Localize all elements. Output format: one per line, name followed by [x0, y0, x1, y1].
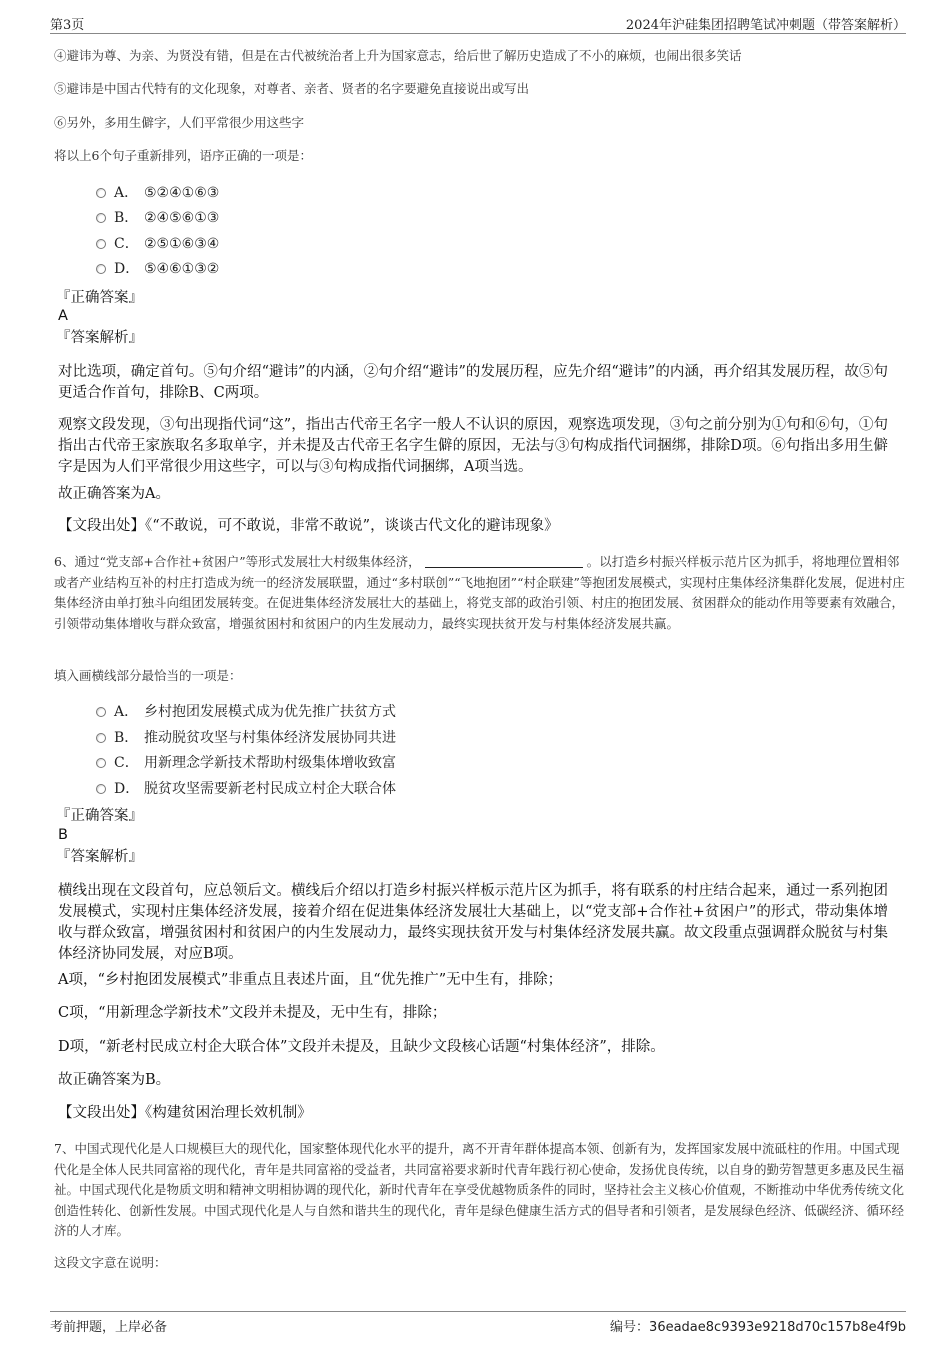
- radio-icon[interactable]: [96, 188, 106, 198]
- q5-analysis-label: 『答案解析』: [56, 330, 143, 346]
- page-footer: [50, 1311, 906, 1335]
- q7-question-text: 7、中国式现代化是人口规模巨大的现代化，国家整体现代化水平的提升，离不开青年群体提高本领、创新有为，发挥国家发展中流砥柱的作用。中国式现代化是全体人民共同富裕的现代化，青年是共同富裕的受益者，共同富裕要求新时代青年践行初心使命，发扬优良传统，以自身的勤劳智慧更多惠及民生福祉。中国式现代化是物质文明和精神文明相协调的现代化，新时代青年在享受优越物质条件的同时，坚持社会主义核心价值观，不断推动中华优秀传统文化创造性转化、创新性发展。中国式现代化是人与自然和谐共生的现代化，青年是绿色健康生活方式的倡导者和引领者，是发展绿色经济、低碳经济、循环经济的人才库。: [54, 1141, 905, 1238]
- q5-answer: A: [58, 308, 68, 324]
- q6-analysis-label: 『答案解析』: [56, 849, 143, 865]
- q5-option-d[interactable]: D． ⑤④⑥①③②: [96, 258, 219, 280]
- q6-source: 【文段出处】《构建贫困治理长效机制》: [58, 1105, 312, 1121]
- q6-option-a[interactable]: A． 乡村抱团发展模式成为优先推广扶贫方式: [96, 701, 396, 723]
- page-number: 第3页: [50, 18, 85, 33]
- q6-question-text: 6、通过“党支部+合作社+贫困户”等形式发展壮大村级集体经济， 。以打造乡村振兴样板示范片区为抓手，将地理位置相邻或者产业结构互补的村庄打造成为统一的经济发展联盟，通过“多村联创”“飞地抱团”“村企联建”等抱团发展模式，实现村庄集体经济集群化发展，促进村庄集体经济由单打独斗向组团发展转变。在促进集体经济发展壮大的基础上，将党支部的政治引领、村庄的抱团发展、贫困群众的能动作用等要素有效融合，引领带动集体增收与群众致富，增强贫困村和贫困户的内生发展动力，最终实现扶贫开发与村集体经济发展共赢。: [54, 554, 905, 631]
- q6-option-d[interactable]: D． 脱贫攻坚需要新老村民成立村企大联合体: [96, 778, 396, 800]
- footer-slogan: 考前押题，上岸必备: [50, 1320, 168, 1335]
- q5-analysis-conclusion: 故正确答案为A。: [58, 486, 170, 502]
- q6-answer: B: [58, 827, 68, 843]
- radio-icon[interactable]: [96, 758, 106, 768]
- radio-icon[interactable]: [96, 784, 106, 794]
- radio-icon[interactable]: [96, 213, 106, 223]
- q6-option-c[interactable]: C． 用新理念学新技术帮助村级集体增收致富: [96, 752, 396, 774]
- q7-prompt: 这段文字意在说明：: [54, 1255, 167, 1270]
- q6-option-b[interactable]: B． 推动脱贫攻坚与村集体经济发展协同共进: [96, 727, 396, 749]
- radio-icon[interactable]: [96, 733, 106, 743]
- q5-analysis-paragraph: 对比选项，确定首句。⑤句介绍“避讳”的内涵，②句介绍“避讳”的发展历程，应先介绍“避讳”的内涵，再介绍其发展历程，故⑤句更适合作首句，排除B、C两项。: [58, 364, 888, 401]
- q5-sentence-4: ④避讳为尊、为亲、为贤没有错，但是在古代被统治者上升为国家意志，给后世了解历史造成了不小的麻烦，也闹出很多笑话: [54, 48, 742, 63]
- q6-analysis-option-a: A项，“乡村抱团发展模式”非重点且表述片面，且“优先推广”无中生有，排除；: [58, 972, 563, 988]
- q6-analysis-option-d: D项，“新老村民成立村企大联合体”文段并未提及，且缺少文段核心话题“村集体经济”，排除。: [58, 1039, 665, 1055]
- q5-option-b[interactable]: B． ②④⑤⑥①③: [96, 207, 219, 229]
- q5-sentence-6: ⑥另外，多用生僻字，人们平常很少用这些字: [54, 115, 305, 130]
- q5-analysis-paragraph: 观察文段发现，③句出现指代词“这”，指出古代帝王名字一般人不认识的原因，观察选项发现，③句之前分别为①句和⑥句，①句指出古代帝王家族取名多取单字，并未提及古代帝王名字生僻的原因，无法与③句构成指代词捆绑，排除D项。⑥句指出多用生僻字是因为人们平常很少用这些字，可以与③句构成指代词捆绑，A项当选。: [58, 417, 888, 475]
- q6-analysis-conclusion: 故正确答案为B。: [58, 1072, 171, 1088]
- page-header: [50, 12, 906, 34]
- q5-sentence-5: ⑤避讳是中国古代特有的文化现象，对尊者、亲者、贤者的名字要避免直接说出或写出: [54, 81, 530, 96]
- radio-icon[interactable]: [96, 239, 106, 249]
- q5-source: 【文段出处】《“不敢说，可不敢说，非常不敢说”，谈谈古代文化的避讳现象》: [58, 518, 559, 534]
- q5-option-c[interactable]: C． ②⑤①⑥③④: [96, 233, 219, 255]
- q6-answer-label: 『正确答案』: [56, 808, 143, 824]
- fill-blank: [425, 554, 583, 568]
- document-code: 编号：36eadae8c9393e9218d70c157b8e4f9b: [610, 1320, 906, 1335]
- q6-analysis-paragraph: 横线出现在文段首句，应总领后文。横线后介绍以打造乡村振兴样板示范片区为抓手，将有联系的村庄结合起来，通过一系列抱团发展模式，实现村庄集体经济发展，接着介绍在促进集体经济发展壮大基础上，以“党支部+合作社+贫困户”的形式，带动集体增收与群众致富，增强贫困村和贫困户的内生发展动力，最终实现扶贫开发与村集体经济发展共赢。故文段重点强调群众脱贫与村集体经济协同发展，对应B项。: [58, 883, 888, 962]
- radio-icon[interactable]: [96, 264, 106, 274]
- q5-prompt: 将以上6个句子重新排列，语序正确的一项是：: [54, 148, 312, 163]
- radio-icon[interactable]: [96, 707, 106, 717]
- q6-analysis-option-c: C项，“用新理念学新技术”文段并未提及，无中生有，排除；: [58, 1005, 447, 1021]
- q5-answer-label: 『正确答案』: [56, 290, 143, 306]
- document-title: 2024年沪硅集团招聘笔试冲刺题（带答案解析）: [625, 18, 906, 33]
- q6-prompt: 填入画横线部分最恰当的一项是：: [54, 668, 242, 683]
- q5-option-a[interactable]: A． ⑤②④①⑥③: [96, 182, 219, 204]
